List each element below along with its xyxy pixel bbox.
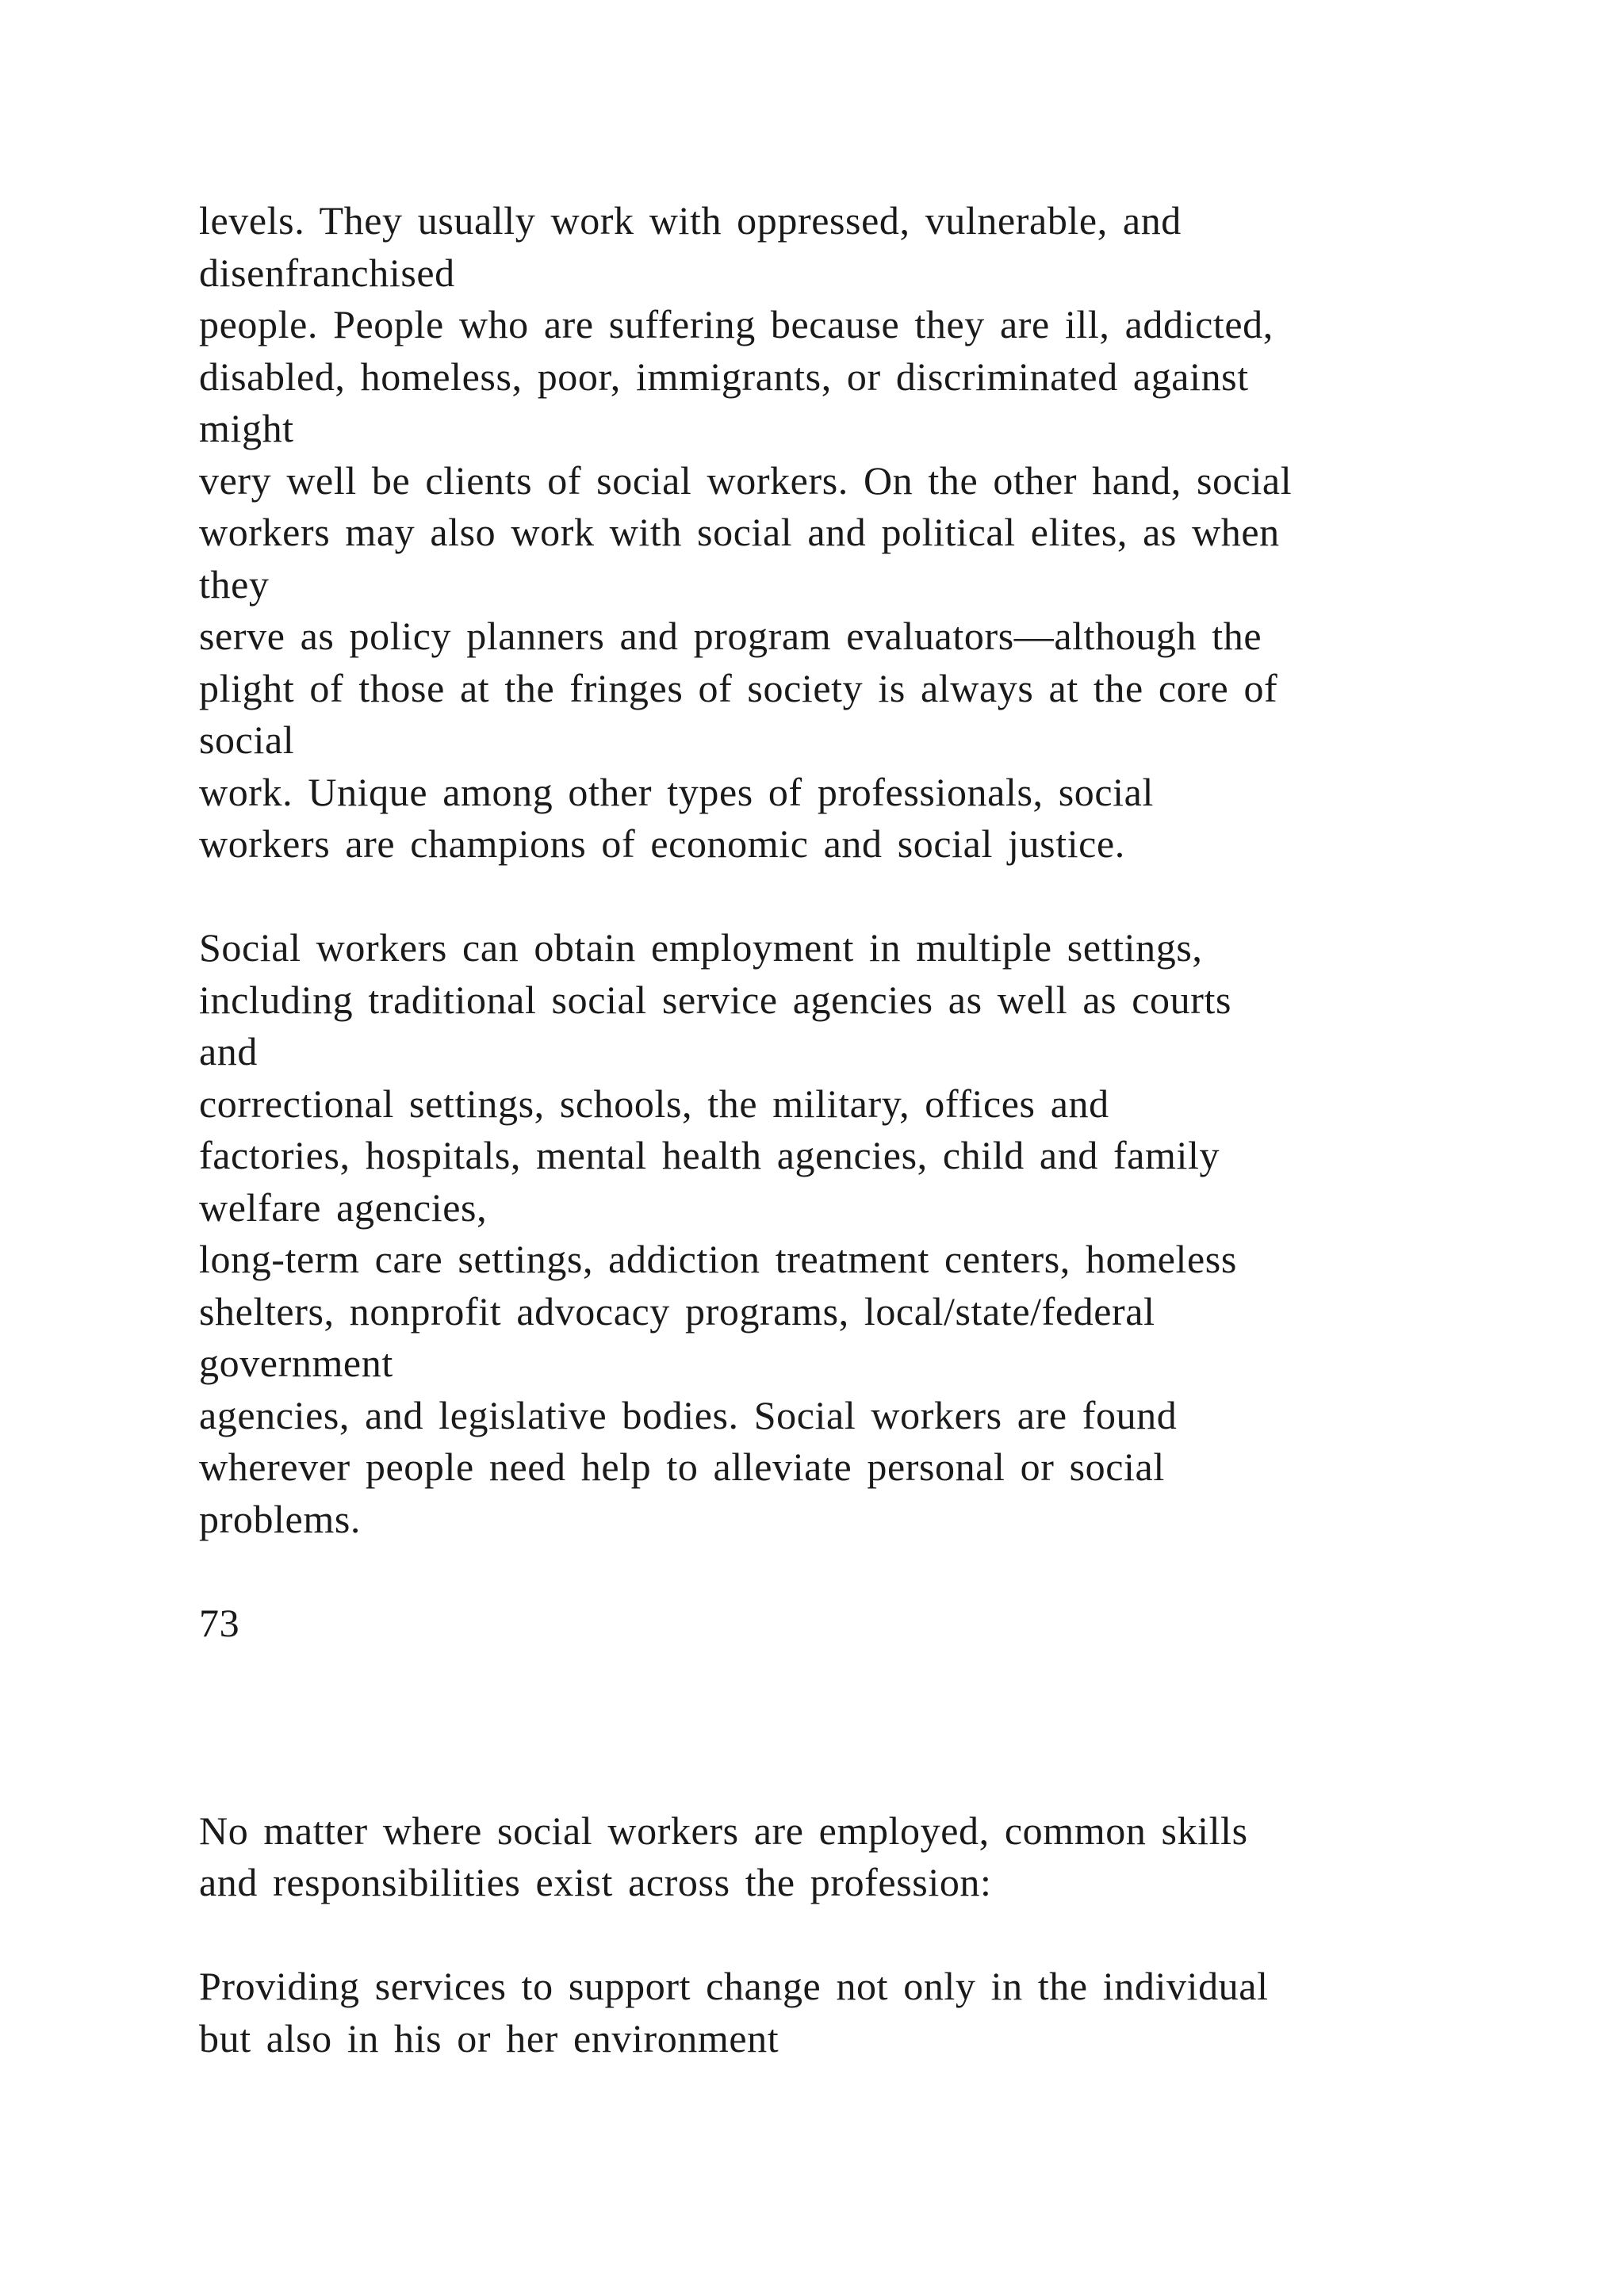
text-line: and responsibilities exist across the profession: xyxy=(199,1860,992,1904)
text-line: agencies, and legislative bodies. Social workers are found xyxy=(199,1392,1178,1437)
text-line: workers may also work with social and political elites, as when xyxy=(199,510,1280,554)
text-line: work. Unique among other types of professionals, social xyxy=(199,769,1154,814)
text-line: government xyxy=(199,1341,393,1385)
paragraph-employment-settings xyxy=(199,922,1595,1545)
page-break-spacer xyxy=(199,1649,1595,1805)
text-line: disenfranchised xyxy=(199,250,455,295)
text-line: long-term care settings, addiction treatment centers, homeless xyxy=(199,1237,1237,1281)
paragraph-clients-and-justice xyxy=(199,195,1595,871)
text-line: plight of those at the fringes of society is always at the core of xyxy=(199,665,1278,710)
text-line: very well be clients of social workers. On the other hand, social xyxy=(199,457,1293,503)
text-line: wherever people need help to alleviate personal or social xyxy=(199,1445,1165,1489)
text-line: and xyxy=(199,1029,258,1073)
text-line: including traditional social service agencies as well as courts xyxy=(199,977,1232,1022)
text-line: factories, hospitals, mental health agencies, child and family xyxy=(199,1133,1220,1177)
text-line: but also in his or her environment xyxy=(199,2015,779,2061)
text-line: serve as policy planners and program evaluators—although the xyxy=(199,614,1262,658)
paragraph-spacer xyxy=(199,871,1595,923)
text-line: they xyxy=(199,561,270,607)
text-line: people. People who are suffering because they are ill, addicted, xyxy=(199,302,1274,346)
text-line: social xyxy=(199,718,295,762)
text-line: levels. They usually work with oppressed, vulnerable, and xyxy=(199,198,1182,243)
paragraph-spacer xyxy=(199,1909,1595,1961)
text-line: might xyxy=(199,406,294,450)
text-line: welfare agencies, xyxy=(199,1184,488,1230)
text-line: Social workers can obtain employment in multiple settings, xyxy=(199,925,1203,970)
text-line: shelters, nonprofit advocacy programs, local/state/federal xyxy=(199,1288,1155,1334)
paragraph-common-skills xyxy=(199,1805,1595,1909)
text-line: problems. xyxy=(199,1496,361,1541)
document-page xyxy=(199,195,1595,2064)
text-line: correctional settings, schools, the military, offices and xyxy=(199,1081,1109,1126)
text-line: Providing services to support change not only in the individual xyxy=(199,1964,1269,2008)
paragraph-providing-services xyxy=(199,1961,1595,2064)
text-line: workers are champions of economic and social justice. xyxy=(199,821,1125,866)
text-line: disabled, homeless, poor, immigrants, or discriminated against xyxy=(199,354,1249,399)
paragraph-spacer xyxy=(199,1545,1595,1598)
text-line: No matter where social workers are employed, common skills xyxy=(199,1808,1248,1853)
page-number: 73 xyxy=(199,1600,240,1645)
